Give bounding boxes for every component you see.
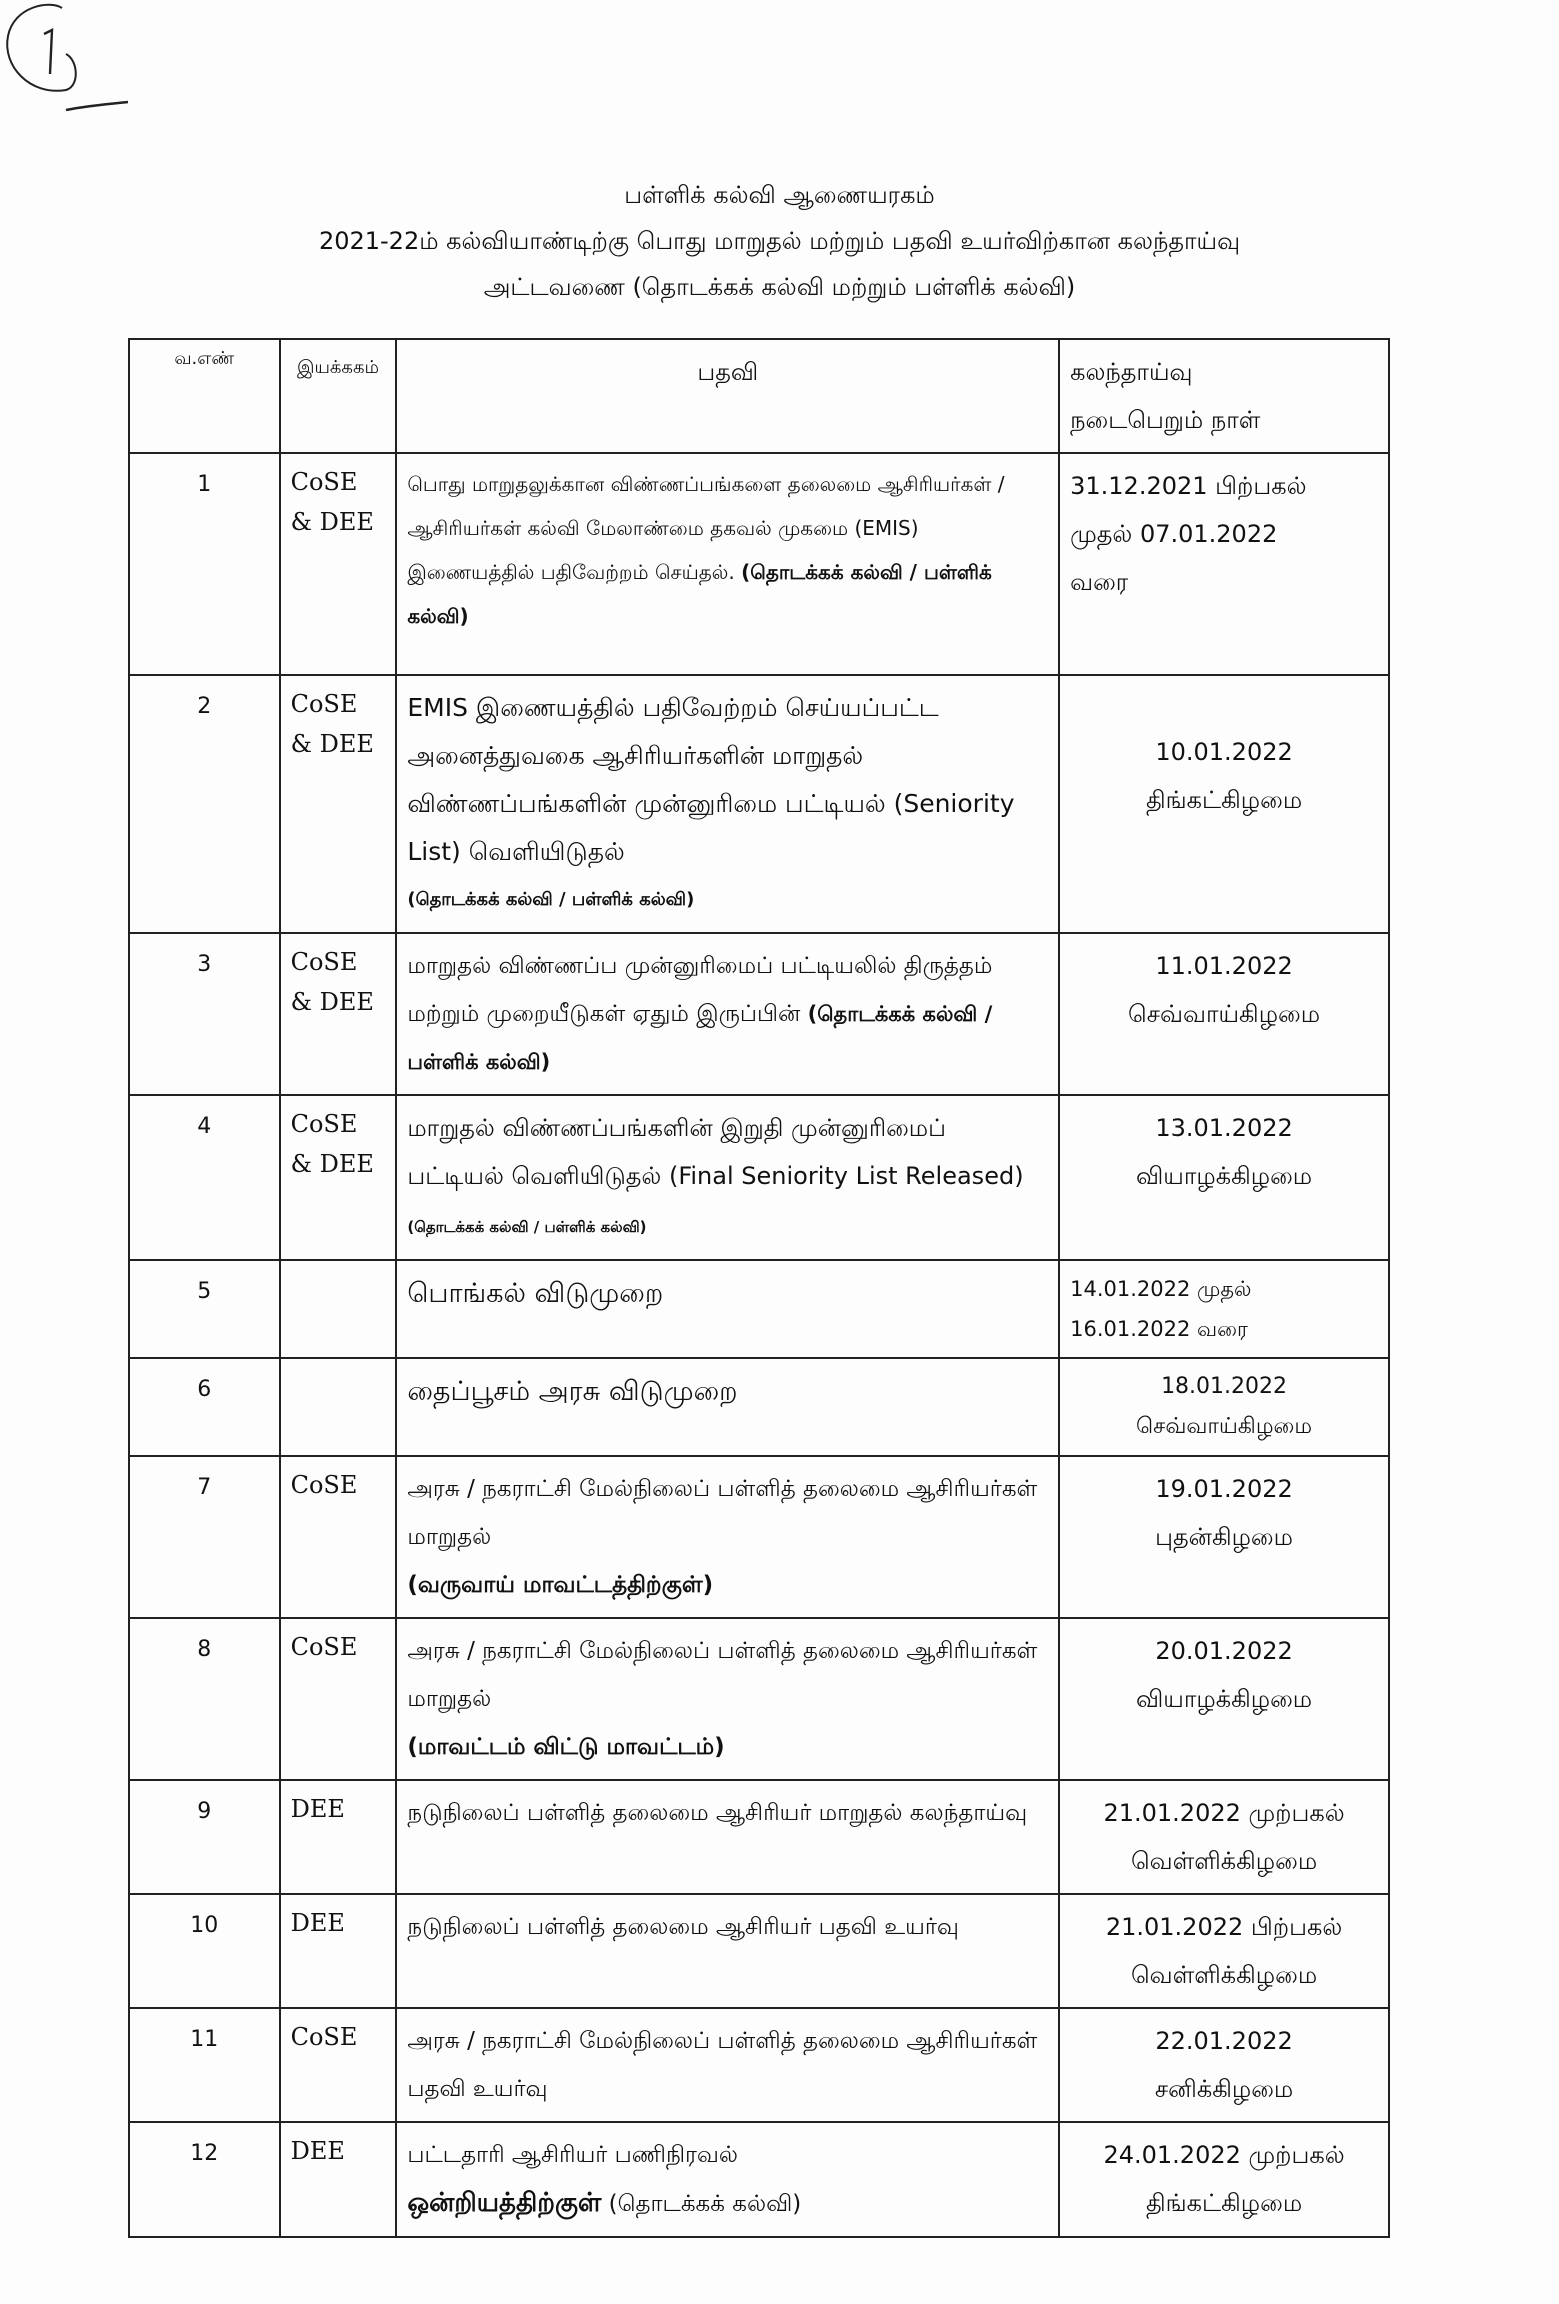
- row-directorate: DEE: [280, 2122, 397, 2237]
- row-directorate: CoSE: [280, 1456, 397, 1618]
- row-date-line2: செவ்வாய்கிழமை: [1128, 1000, 1321, 1028]
- row-date-line1: 21.01.2022 பிற்பகல்: [1105, 1913, 1343, 1941]
- row-date: [1059, 933, 1389, 1095]
- row-post-text: EMIS இணையத்தில் பதிவேற்றம் செய்யப்பட்ட அனைத்துவகை ஆசிரியர்களின் மாறுதல் விண்ணப்பங்களின் முன்னுரிமை பட்டியல் (Seniority List) வெளியிடுதல்: [407, 693, 1015, 866]
- row-date: [1059, 1095, 1389, 1260]
- row-date-line2: திங்கட்கிழமை: [1145, 786, 1303, 814]
- row-sno: 7: [197, 1475, 212, 1500]
- row-date: [1059, 1618, 1389, 1780]
- row-directorate: CoSE: [280, 2008, 397, 2122]
- header-post: பதவி: [396, 339, 1059, 453]
- row-post: [396, 1095, 1059, 1260]
- row-date: [1059, 1780, 1389, 1894]
- header-directorate: இயக்ககம்: [280, 339, 397, 453]
- row-post: பொங்கல் விடுமுறை: [396, 1260, 1059, 1358]
- row-post-note: (மாவட்டம் விட்டு மாவட்டம்): [407, 1734, 725, 1760]
- row-date-line2: வியாழக்கிழமை: [1136, 1162, 1313, 1190]
- row-directorate: DEE: [280, 1894, 397, 2008]
- row-sno: 11: [190, 2027, 219, 2052]
- row-date-line1: 18.01.2022: [1161, 1374, 1288, 1399]
- row-sno: 3: [197, 952, 212, 977]
- row-post-text: பொது மாறுதலுக்கான விண்ணப்பங்களை தலைமை ஆசிரியர்கள் / ஆசிரியர்கள் கல்வி மேலாண்மை தகவல் முகமை (EMIS) இணையத்தில் பதிவேற்றம் செய்தல்.: [407, 472, 1005, 584]
- row-date-line1: 22.01.2022: [1155, 2027, 1293, 2055]
- row-sno: 4: [197, 1114, 212, 1139]
- row-date-line1: 20.01.2022: [1155, 1637, 1293, 1665]
- row-post: [396, 1618, 1059, 1780]
- header-date-line2: நடைபெறும் நாள்: [1070, 406, 1261, 434]
- row-post-note: (தொடக்கக் கல்வி / பள்ளிக் கல்வி): [407, 889, 695, 910]
- row-date-line2: புதன்கிழமை: [1155, 1523, 1293, 1551]
- row-date-line1: 31.12.2021 பிற்பகல்: [1070, 472, 1307, 500]
- row-post-emphasis: ஒன்றியத்திற்குள்: [407, 2188, 602, 2218]
- table-header-row: [129, 339, 1389, 453]
- row-sno: 8: [197, 1637, 212, 1662]
- document-header: [0, 172, 1559, 310]
- row-date-line2: சனிக்கிழமை: [1154, 2075, 1294, 2103]
- row-sno: 9: [197, 1799, 212, 1824]
- header-date: [1059, 339, 1389, 453]
- row-post-tail: (தொடக்கக் கல்வி): [608, 2191, 802, 2217]
- row-date-line1: 10.01.2022: [1155, 738, 1293, 766]
- row-directorate: CoSE & DEE: [280, 1095, 397, 1260]
- table-row: [129, 933, 1389, 1095]
- row-date-line1: 21.01.2022 முற்பகல்: [1103, 1799, 1345, 1827]
- table-row: [129, 1780, 1389, 1894]
- row-date: [1059, 1894, 1389, 2008]
- table-row: [129, 1894, 1389, 2008]
- header-date-line1: கலந்தாய்வு: [1070, 358, 1193, 386]
- row-post: [396, 1456, 1059, 1618]
- row-directorate: CoSE: [280, 1618, 397, 1780]
- row-post: நடுநிலைப் பள்ளித் தலைமை ஆசிரியர் பதவி உயர்வு: [396, 1894, 1059, 2008]
- row-post: நடுநிலைப் பள்ளித் தலைமை ஆசிரியர் மாறுதல் கலந்தாய்வு: [396, 1780, 1059, 1894]
- row-date: [1059, 1456, 1389, 1618]
- table-row: [129, 1618, 1389, 1780]
- table-row: [129, 1358, 1389, 1456]
- row-post-note: (வருவாய் மாவட்டத்திற்குள்): [407, 1572, 714, 1598]
- row-post-text: மாறுதல் விண்ணப்ப முன்னுரிமைப் பட்டியலில் திருத்தம் மற்றும் முறையீடுகள் ஏதும் இருப்பின்: [407, 953, 993, 1027]
- header-office: பள்ளிக் கல்வி ஆணையரகம்: [624, 181, 935, 209]
- row-post-text: அரசு / நகராட்சி மேல்நிலைப் பள்ளித் தலைமை ஆசிரியர்கள் மாறுதல்: [407, 1476, 1038, 1550]
- row-date-line1: 11.01.2022: [1155, 952, 1293, 980]
- row-directorate: [280, 1260, 397, 1358]
- row-date-line2: வியாழக்கிழமை: [1136, 1685, 1313, 1713]
- row-date: [1059, 2122, 1389, 2237]
- row-post: [396, 933, 1059, 1095]
- header-sno: வ.எண்: [129, 339, 280, 453]
- row-date-line1: 24.01.2022 முற்பகல்: [1103, 2141, 1345, 2169]
- row-date-line1: 13.01.2022: [1155, 1114, 1293, 1142]
- row-date-line3: வரை: [1070, 568, 1129, 596]
- row-post: [396, 2122, 1059, 2237]
- page-number-mark: [0, 0, 90, 110]
- row-directorate: CoSE & DEE: [280, 453, 397, 675]
- row-sno: 2: [197, 694, 212, 719]
- table-row: [129, 2008, 1389, 2122]
- marker-underline: [62, 96, 132, 116]
- row-directorate: CoSE & DEE: [280, 675, 397, 933]
- row-date-line2: முதல் 07.01.2022: [1070, 520, 1278, 548]
- row-post: அரசு / நகராட்சி மேல்நிலைப் பள்ளித் தலைமை ஆசிரியர்கள் பதவி உயர்வு: [396, 2008, 1059, 2122]
- table-row: [129, 1095, 1389, 1260]
- header-title: 2021-22ம் கல்வியாண்டிற்கு பொது மாறுதல் மற்றும் பதவி உயர்விற்கான கலந்தாய்வு: [318, 227, 1241, 255]
- row-sno: 6: [197, 1377, 212, 1402]
- row-post-text: பட்டதாரி ஆசிரியர் பணிநிரவல்: [407, 2142, 738, 2168]
- row-post-note: (தொடக்கக் கல்வி / பள்ளிக் கல்வி): [407, 1218, 647, 1236]
- table-row: [129, 1260, 1389, 1358]
- row-sno: 10: [190, 1913, 219, 1938]
- row-directorate: DEE: [280, 1780, 397, 1894]
- row-date: [1059, 453, 1389, 675]
- table-row: [129, 675, 1389, 933]
- row-post: [396, 453, 1059, 675]
- row-date-line2: திங்கட்கிழமை: [1145, 2189, 1303, 2217]
- row-sno: 12: [190, 2141, 219, 2166]
- row-post: [396, 675, 1059, 933]
- row-date-line2: 16.01.2022 வரை: [1070, 1317, 1248, 1341]
- row-date: [1059, 2008, 1389, 2122]
- row-sno: 1: [197, 472, 212, 497]
- row-post-text: மாறுதல் விண்ணப்பங்களின் இறுதி முன்னுரிமைப் பட்டியல் வெளியிடுதல் (Final Seniority List Released): [407, 1114, 1024, 1190]
- row-post: தைப்பூசம் அரசு விடுமுறை: [396, 1358, 1059, 1456]
- row-date-line2: செவ்வாய்கிழமை: [1136, 1414, 1313, 1439]
- table-row: [129, 2122, 1389, 2237]
- row-date: [1059, 1260, 1389, 1358]
- row-post-note: (தொடக்கக் கல்வி / பள்ளிக் கல்வி): [407, 560, 992, 628]
- row-date-line1: 19.01.2022: [1155, 1475, 1293, 1503]
- table-row: [129, 1456, 1389, 1618]
- row-post-note: (தொடக்கக் கல்வி / பள்ளிக் கல்வி): [407, 1002, 993, 1074]
- row-date-line2: வெள்ளிக்கிழமை: [1130, 1847, 1318, 1875]
- header-subtitle: அட்டவணை (தொடக்கக் கல்வி மற்றும் பள்ளிக் கல்வி): [483, 273, 1076, 301]
- row-directorate: CoSE & DEE: [280, 933, 397, 1095]
- row-date-line1: 14.01.2022 முதல்: [1070, 1277, 1252, 1301]
- row-date-line2: வெள்ளிக்கிழமை: [1130, 1961, 1318, 1989]
- row-directorate: [280, 1358, 397, 1456]
- row-post-text: அரசு / நகராட்சி மேல்நிலைப் பள்ளித் தலைமை ஆசிரியர்கள் மாறுதல்: [407, 1638, 1038, 1712]
- counselling-schedule-table: [128, 338, 1390, 2238]
- row-sno: 5: [197, 1279, 212, 1304]
- row-date: [1059, 1358, 1389, 1456]
- row-date: [1059, 675, 1389, 933]
- table-row: [129, 453, 1389, 675]
